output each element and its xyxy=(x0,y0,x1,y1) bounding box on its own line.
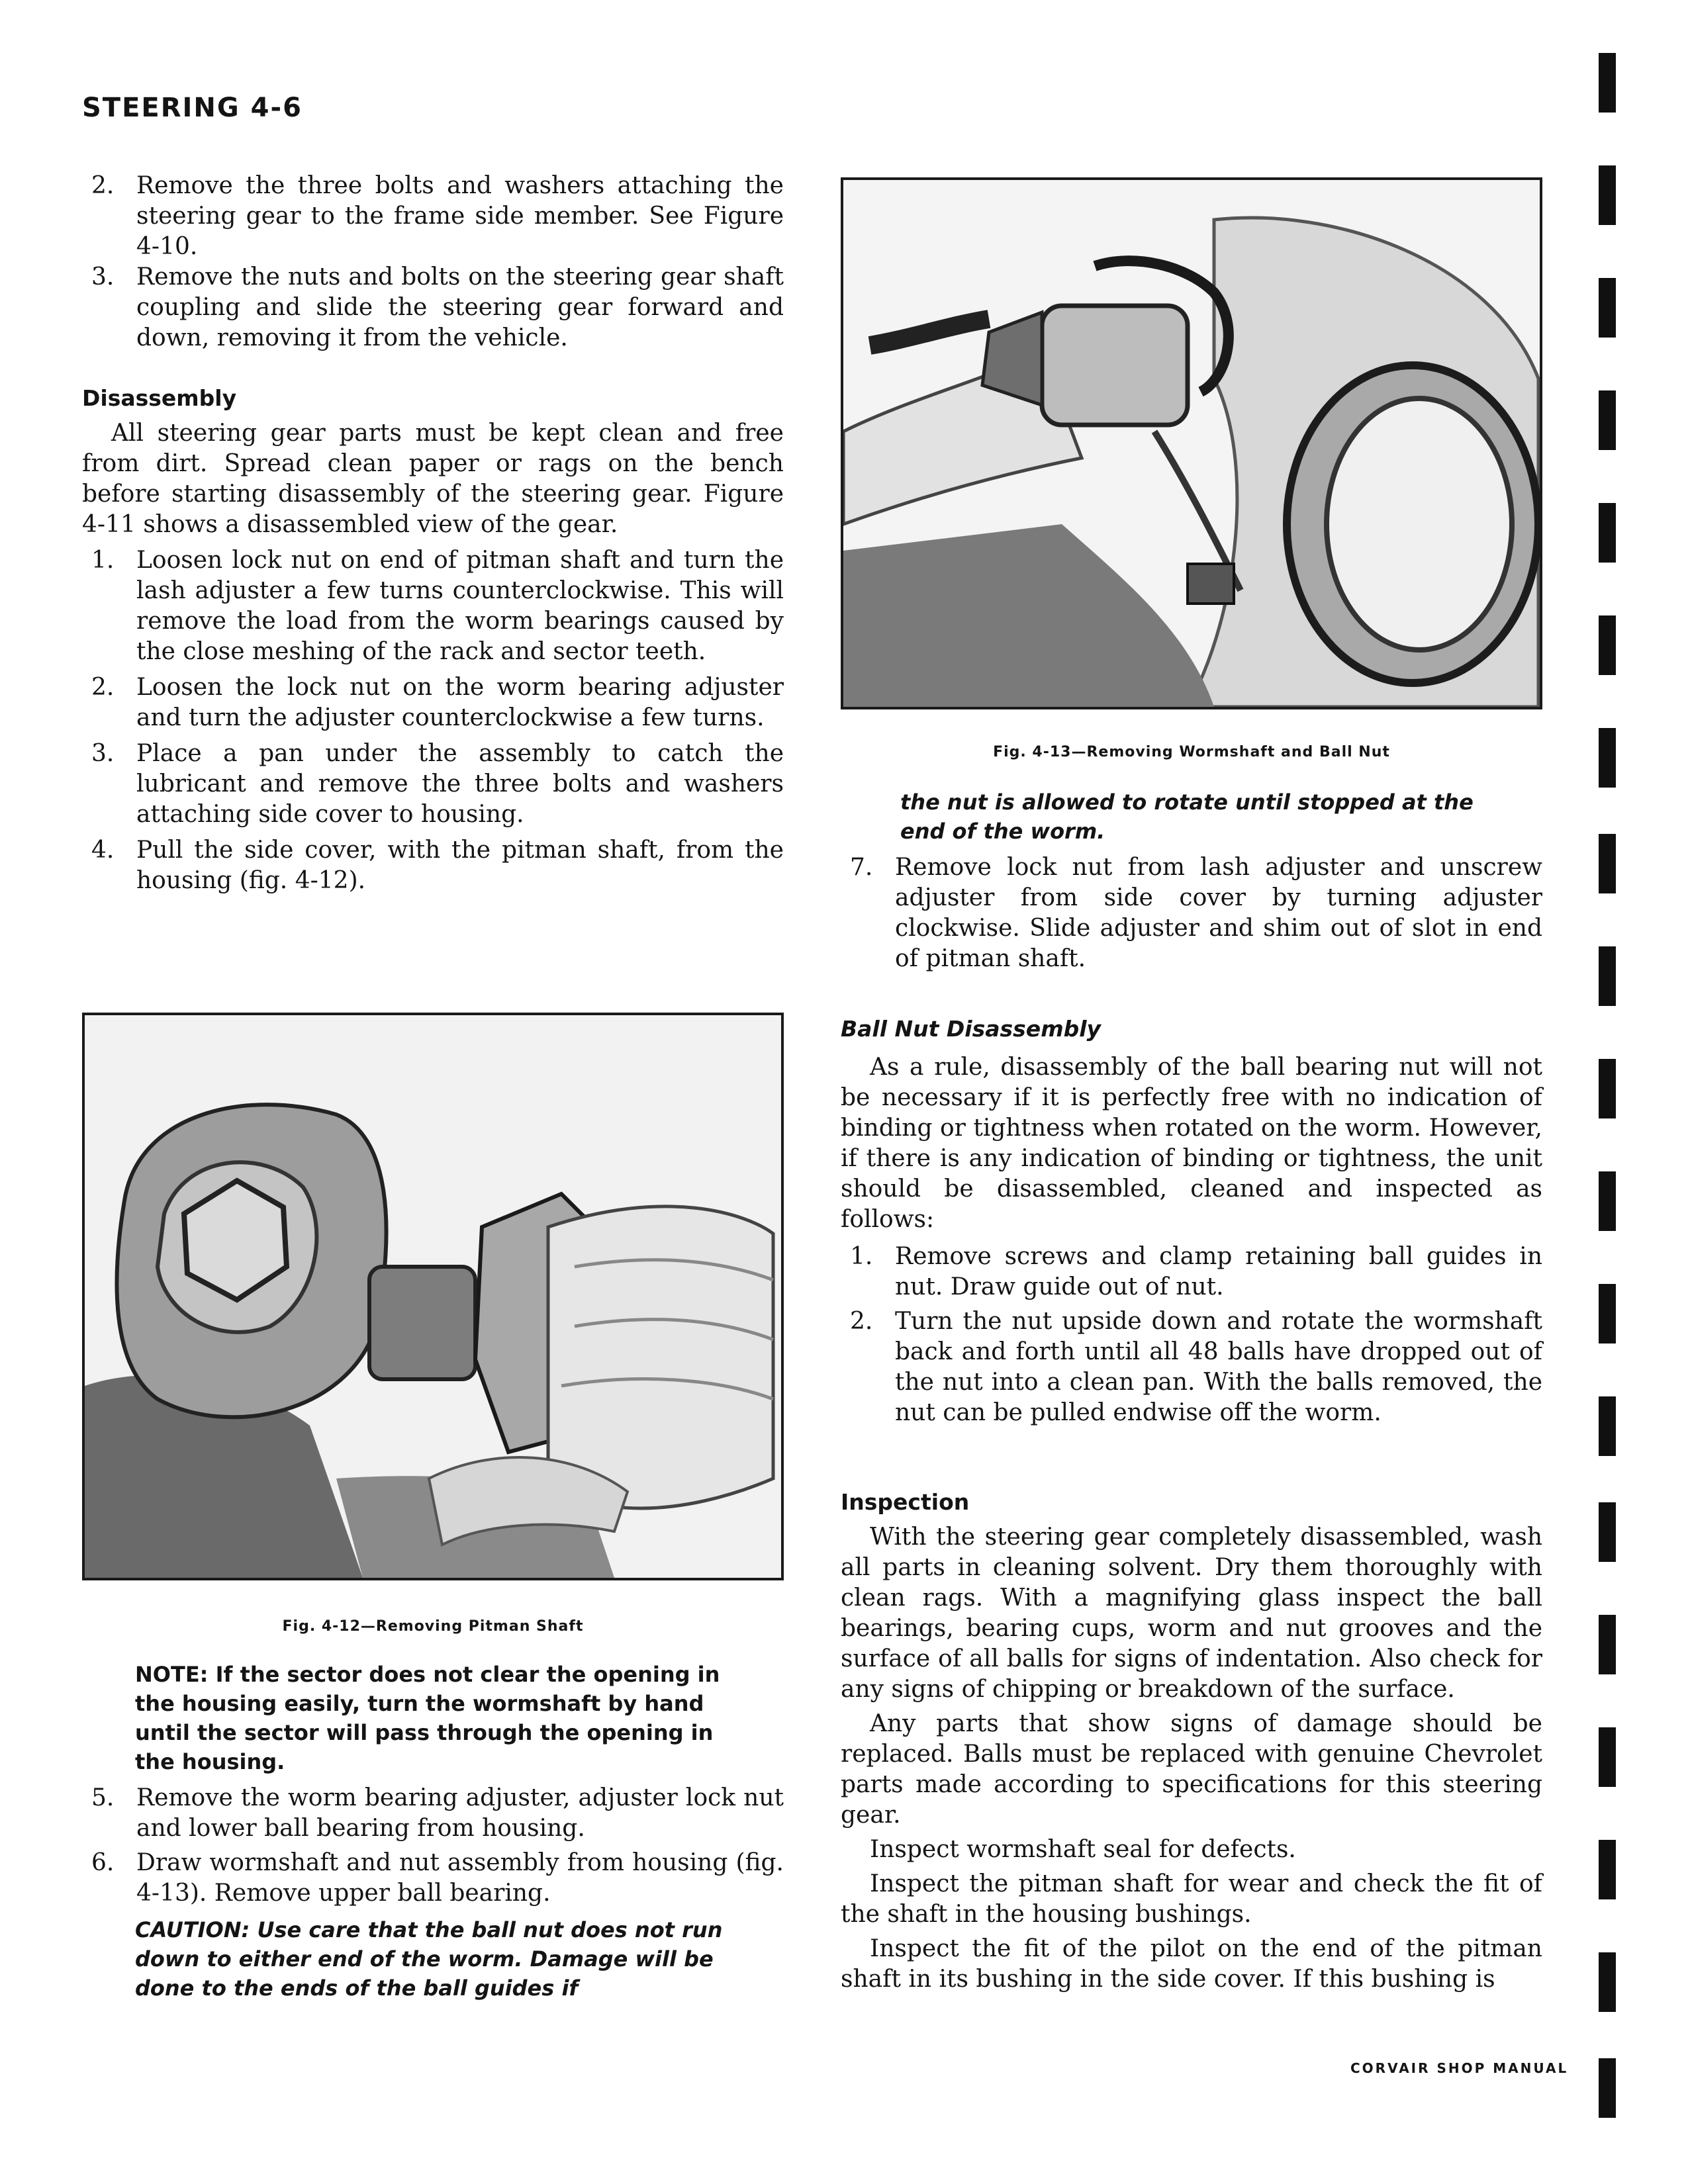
disassembly-step-3: 3. Place a pan under the assembly to catch the lubricant and remove the three bolts and washers attaching side cover to housing. xyxy=(91,740,784,828)
lower-left-section xyxy=(82,1660,784,2003)
edge-bar xyxy=(1599,1059,1616,1118)
ball-nut-disassembly-heading: Ball Nut Disassembly xyxy=(841,1016,1102,1042)
figure-4-12-photo xyxy=(82,1013,784,1580)
disassembly-intro: All steering gear parts must be kept clean and free from dirt. Spread clean paper or rags on the bench before starting disassembly of the steering gear. Figure 4-11 shows a disassembled view of the gear. xyxy=(82,420,784,538)
inspection-paragraph-3: Inspect wormshaft seal for defects. xyxy=(870,1836,1296,1863)
edge-bar xyxy=(1599,1284,1616,1343)
edge-bar xyxy=(1599,503,1616,563)
edge-bar xyxy=(1599,1171,1616,1231)
removal-steps xyxy=(82,171,784,353)
disassembly-step-4: 4. Pull the side cover, with the pitman shaft, from the housing (fig. 4-12). xyxy=(91,837,784,894)
note-text: NOTE: If the sector does not clear the opening in the housing easily, turn the wormshaft by hand until the sector will pass through the opening in the housing. xyxy=(135,1662,720,1774)
edge-bar xyxy=(1599,1727,1616,1787)
page-header: STEERING 4-6 xyxy=(82,93,303,123)
disassembly-step-7: 7. Remove lock nut from lash adjuster and unscrew adjuster from side cover by turning adjuster clockwise. Slide adjuster and shim out of slot in end of pitman shaft. xyxy=(850,854,1542,972)
disassembly-section xyxy=(82,418,784,896)
edge-bar xyxy=(1599,1502,1616,1562)
inspection-heading: Inspection xyxy=(841,1489,970,1515)
inspection-paragraph-5: Inspect the fit of the pilot on the end of the pitman shaft in its bushing in the side cover. If this bushing is xyxy=(841,1935,1542,1993)
ball-nut-step-1: 1. Remove screws and clamp retaining ball guides in nut. Draw guide out of nut. xyxy=(850,1243,1542,1300)
ball-nut-section xyxy=(841,1052,1542,1428)
ball-nut-step-2: 2. Turn the nut upside down and rotate the wormshaft back and forth until all 48 balls have dropped out of the nut into a clean pan. With the balls removed, the nut can be pulled endwise off the worm. xyxy=(850,1308,1542,1426)
inspection-paragraph-4: Inspect the pitman shaft for wear and check the fit of the shaft in the housing bushings. xyxy=(841,1870,1542,1928)
figure-4-13-caption: Fig. 4-13—Removing Wormshaft and Ball Nut xyxy=(993,744,1390,760)
edge-bar xyxy=(1599,1840,1616,1899)
disassembly-heading: Disassembly xyxy=(82,385,237,411)
edge-bar xyxy=(1599,615,1616,675)
edge-bar xyxy=(1599,946,1616,1006)
edge-bar xyxy=(1599,728,1616,788)
wormshaft-illustration xyxy=(843,180,1540,707)
inspection-paragraph-2: Any parts that show signs of damage should be replaced. Balls must be replaced with genuine Chevrolet parts made according to specifications for this steering gear. xyxy=(841,1710,1542,1829)
figure-4-12-caption: Fig. 4-12—Removing Pitman Shaft xyxy=(282,1618,584,1635)
page-footer: CORVAIR SHOP MANUAL xyxy=(1350,2060,1569,2076)
disassembly-step-6: 6. Draw wormshaft and nut assembly from housing (fig. 4-13). Remove upper ball bearing. xyxy=(91,1849,784,1907)
step-2: 2. Remove the three bolts and washers attaching the steering gear to the frame side member. See Figure 4-10. xyxy=(91,172,784,260)
caution-continued-text: the nut is allowed to rotate until stopped at the end of the worm. xyxy=(900,790,1474,844)
edge-bar xyxy=(1599,165,1616,225)
ball-nut-intro: As a rule, disassembly of the ball bearing nut will not be necessary if it is perfectly free with no indication of binding or tightness when rotated on the worm. However, if there is any indication of binding or tightness, the unit should be disassembled, cleaned and inspected as follows: xyxy=(841,1054,1542,1233)
edge-bar xyxy=(1599,834,1616,893)
edge-bar xyxy=(1599,53,1616,113)
edge-bar xyxy=(1599,1615,1616,1674)
edge-bar xyxy=(1599,2058,1616,2118)
inspection-paragraph-1: With the steering gear completely disassembled, wash all parts in cleaning solvent. Dry them thoroughly with clean rags. With a magnifying glass inspect the ball bearings, bearing cups, worm and nut grooves and the surface of all balls for signs of indentation. Also check for any signs of chipping or breakdown of the surface. xyxy=(841,1524,1542,1703)
edge-bar xyxy=(1599,1396,1616,1456)
pitman-shaft-illustration xyxy=(85,1015,781,1578)
disassembly-step-2: 2. Loosen the lock nut on the worm bearing adjuster and turn the adjuster counterclockwise a few turns. xyxy=(91,674,784,731)
edge-bar xyxy=(1599,390,1616,450)
upper-right-section xyxy=(841,788,1542,974)
inspection-section xyxy=(841,1522,1542,1995)
edge-bar xyxy=(1599,1952,1616,2012)
figure-4-13-photo xyxy=(841,177,1542,709)
caution-text: CAUTION: Use care that the ball nut does not run down to either end of the worm. Damage will be done to the ends of the ball guides if xyxy=(135,1917,723,2001)
step-3: 3. Remove the nuts and bolts on the steering gear shaft coupling and slide the steering gear forward and down, removing it from the vehicle. xyxy=(91,263,784,351)
disassembly-step-1: 1. Loosen lock nut on end of pitman shaft and turn the lash adjuster a few turns counterclockwise. This will remove the load from the worm bearings caused by the close meshing of the rack and sector teeth. xyxy=(91,547,784,665)
disassembly-step-5: 5. Remove the worm bearing adjuster, adjuster lock nut and lower ball bearing from housing. xyxy=(91,1784,784,1842)
edge-bar xyxy=(1599,278,1616,338)
